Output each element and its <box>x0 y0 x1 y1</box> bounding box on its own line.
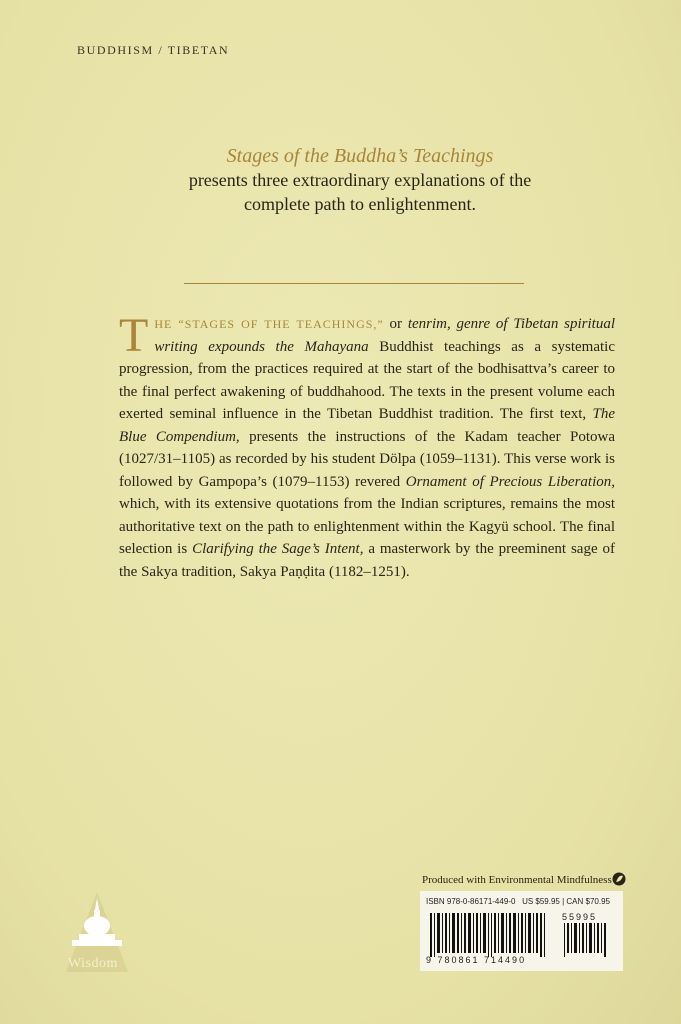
text-run: presents the instructions of the Kadam teacher Potowa (1027/31–1105) as recorded by his student Dölpa (1059–1131). This verse work is followed by Gampopa’s (1079–1153) revered <box>119 428 616 490</box>
text-run: or <box>383 316 408 332</box>
italic-run: Ornament of Precious Liberation, <box>405 473 615 490</box>
produced-note: Produced with Environmental Mindfulness <box>422 874 612 886</box>
barcode-box <box>420 891 623 971</box>
text-run: which, with its extensive quotations from the Indian scriptures, remains the most authoritative text on the path to enlightenment within the Kagyü school. The final selection is <box>119 496 615 557</box>
lead-in-smallcaps: HE “STAGES OF THE TEACHINGS,” <box>154 317 384 331</box>
italic-run: tenrim, genre of Tibetan spiritual writing expounds the Mahayana <box>154 316 616 355</box>
price-text: US $59.95 | CAN $70.95 <box>522 897 610 906</box>
isbn-text: ISBN 978-0-86171-449-0 <box>426 897 516 906</box>
italic-run: Clarifying the Sage’s Intent, <box>192 541 364 557</box>
isbn-price-line <box>426 897 610 906</box>
leaf-icon <box>612 872 626 886</box>
drop-cap: T <box>119 309 149 362</box>
isbn-digits: 9 780861 714490 <box>426 955 527 965</box>
tagline <box>180 144 540 216</box>
price-code: 55995 <box>562 912 598 922</box>
publisher-name: Wisdom <box>68 956 118 971</box>
barcode-icon <box>430 913 615 957</box>
category-label: BUDDHISM / TIBETAN <box>77 43 230 57</box>
book-title: Stages of the Buddha’s Teachings <box>226 145 494 167</box>
text-run: a masterwork by the preeminent sage of the Sakya tradition, Sakya Paṇḍita (1182–1251). <box>119 541 615 580</box>
description-paragraph <box>119 309 616 583</box>
text-run: Buddhist teachings as a systematic progression, from the practices required at the start of the bodhisattva’s career to the final perfect awakening of buddhahood. The texts in the present volume each exerted seminal influence in the Tibetan Buddhist tradition. The first text, <box>119 338 615 422</box>
divider-rule <box>184 283 524 284</box>
italic-run: The Blue Compendium, <box>119 406 615 445</box>
tagline-text: presents three extraordinary explanations of the complete path to enlightenment. <box>188 170 532 214</box>
